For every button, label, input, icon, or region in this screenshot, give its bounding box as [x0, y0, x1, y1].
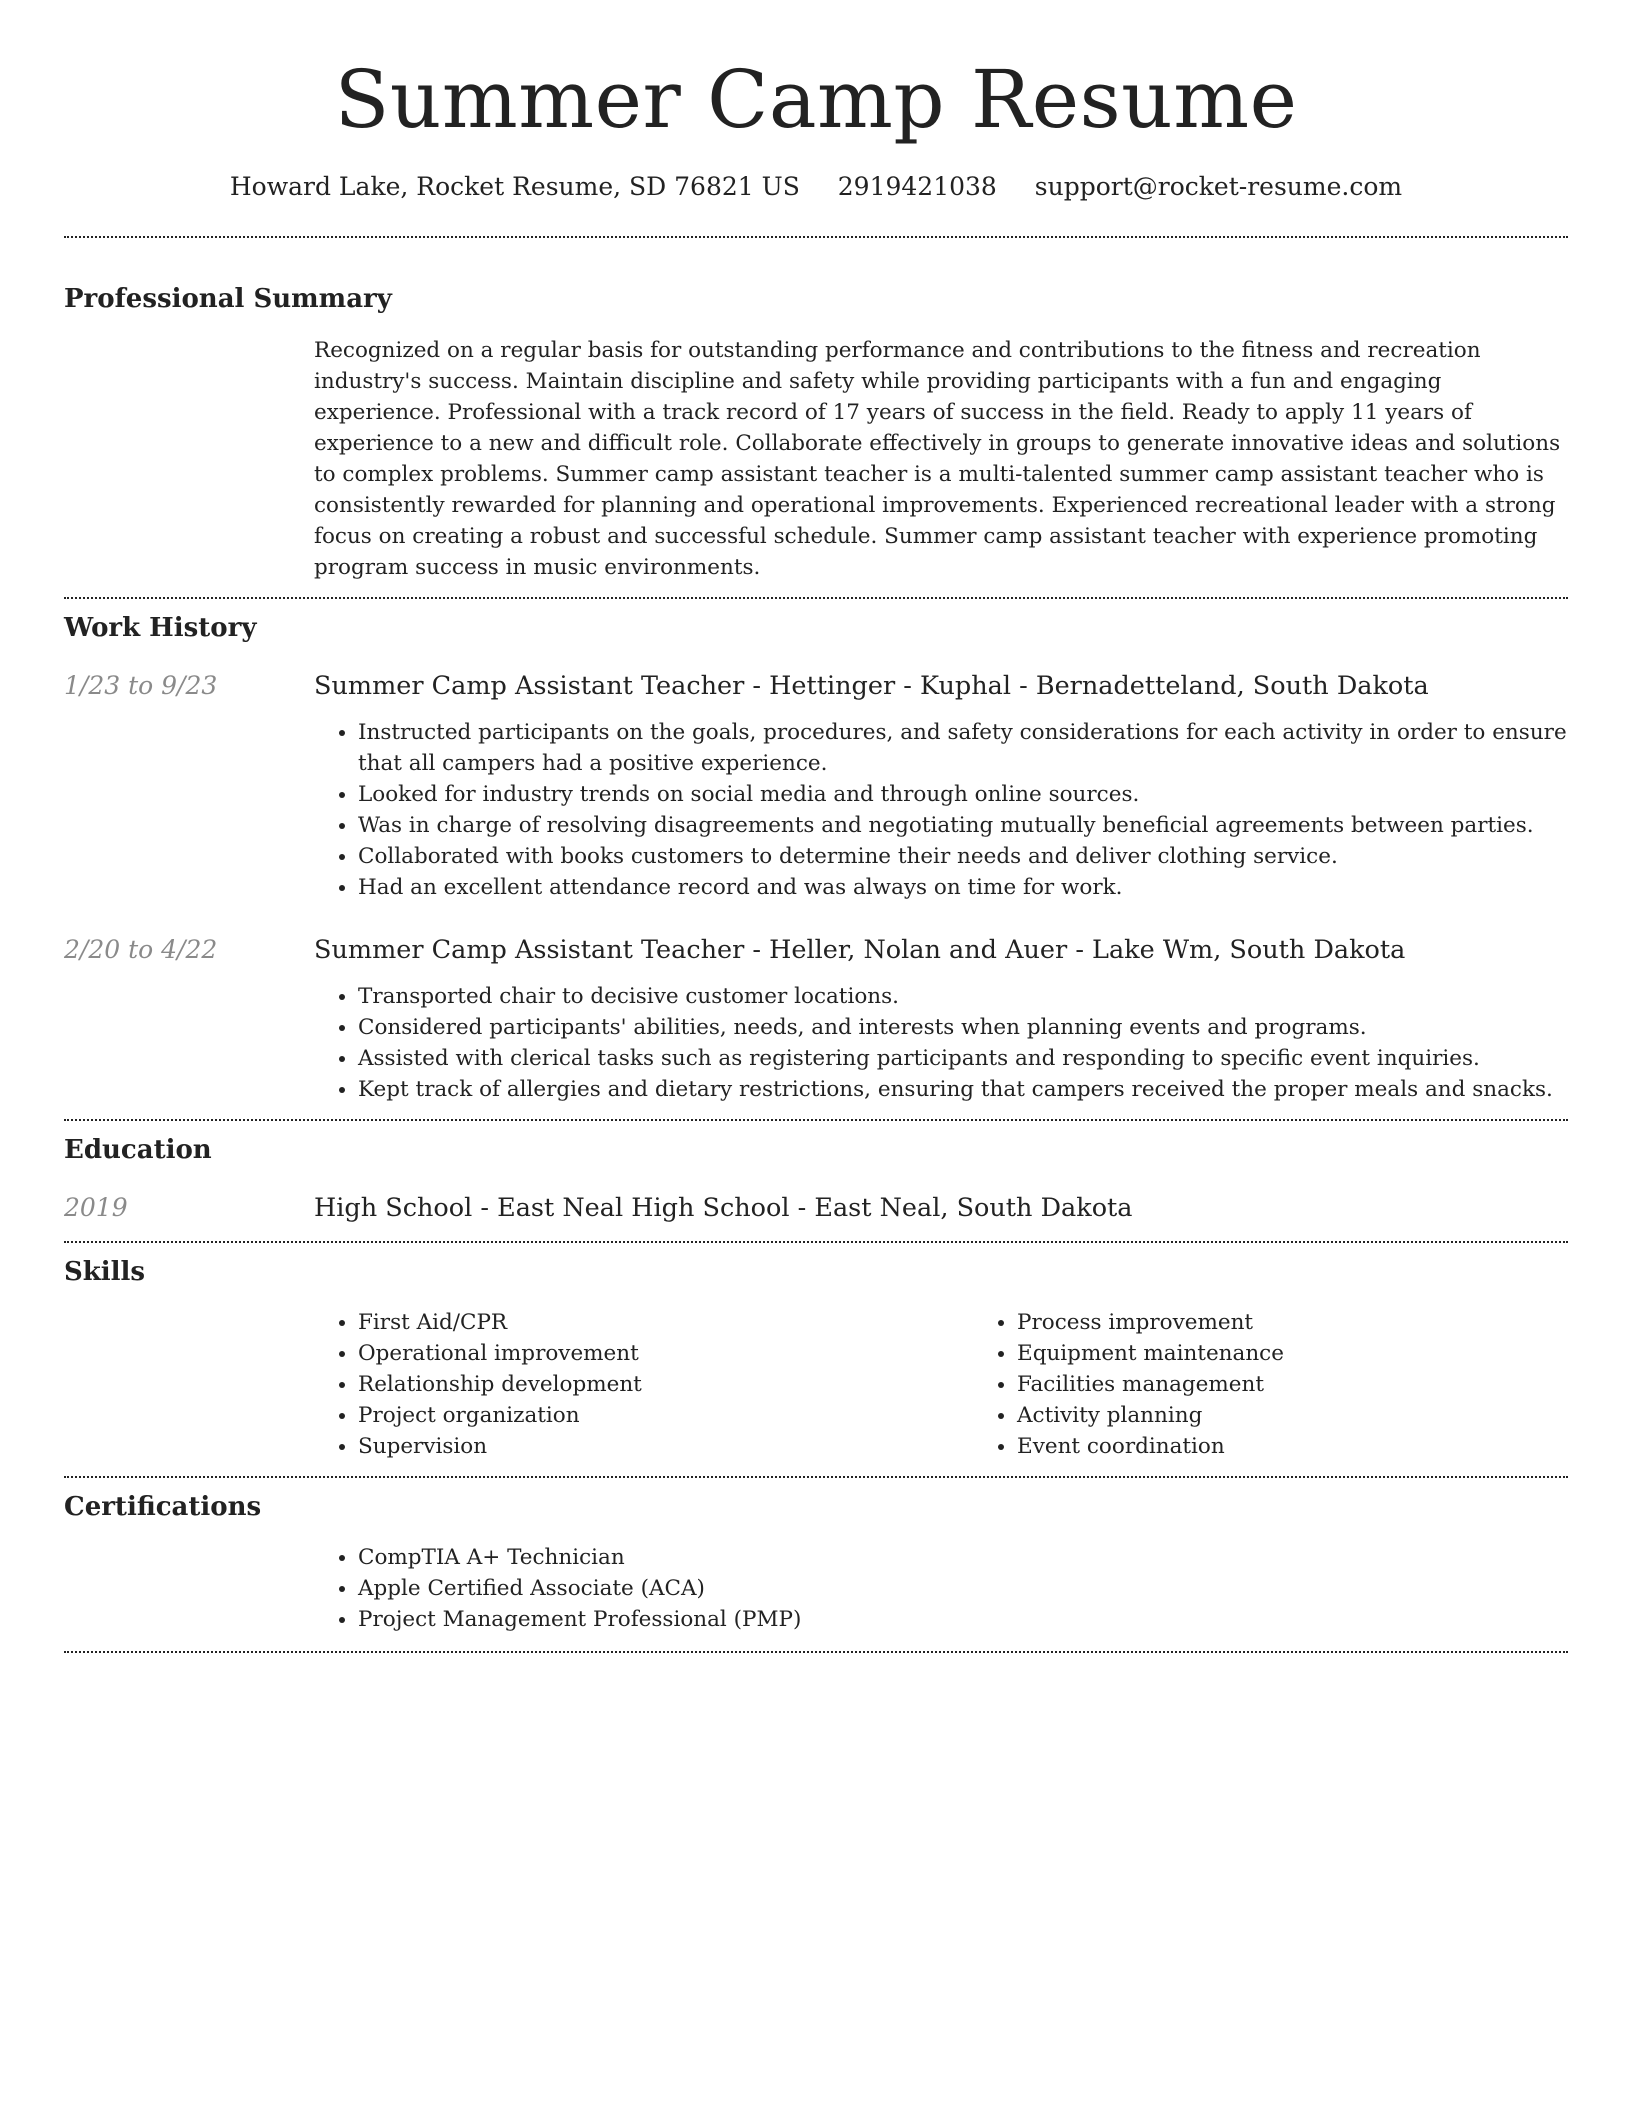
- summary-section: [64, 238, 1568, 597]
- skills-list-left: [314, 1307, 973, 1462]
- section-heading-work: Work History: [64, 613, 257, 643]
- certifications-section: [64, 1478, 1568, 1651]
- list-item: • Transported chair to decisive customer locations.: [358, 981, 1568, 1012]
- list-item: • Relationship development: [358, 1369, 973, 1400]
- list-item: • Project Management Professional (PMP): [358, 1604, 1568, 1635]
- job-entry: [64, 669, 1568, 903]
- contact-email: support@rocket-resume.com: [1034, 172, 1403, 201]
- contact-line: [64, 170, 1568, 204]
- section-heading-skills: Skills: [64, 1257, 146, 1287]
- list-item: • First Aid/CPR: [358, 1307, 973, 1338]
- contact-phone: 2919421038: [837, 172, 997, 201]
- skills-grid: [314, 1307, 1632, 1462]
- education-section: [64, 1121, 1568, 1241]
- list-item: • Collaborated with books customers to determine their needs and deliver clothing service.: [358, 841, 1568, 872]
- list-item: • Considered participants' abilities, needs, and interests when planning events and programs.: [358, 1012, 1568, 1043]
- section-heading-education: Education: [64, 1135, 212, 1165]
- list-item: • Kept track of allergies and dietary restrictions, ensuring that campers received the proper meals and snacks.: [358, 1074, 1568, 1105]
- skills-list-right: [973, 1307, 1632, 1462]
- job-entry: [64, 933, 1568, 1105]
- education-detail: High School - East Neal High School - East Neal, South Dakota: [314, 1193, 1133, 1223]
- list-item: • Process improvement: [1017, 1307, 1632, 1338]
- summary-text: Recognized on a regular basis for outstanding performance and contributions to the fitness and recreation industry's success. Maintain discipline and safety while providing participants with a fun and engaging experience. Professional with a track record of 17 years of success in the field. Ready to apply 11 years of experience to a new and difficult role. Collaborate effectively in groups to generate innovative ideas and solutions to complex problems. Summer camp assistant teacher is a multi-talented summer camp assistant teacher who is consistently rewarded for planning and operational improvements. Experienced recreational leader with a strong focus on creating a robust and successful schedule. Summer camp assistant teacher with experience promoting program success in music environments.: [314, 338, 1561, 580]
- list-item: • Assisted with clerical tasks such as registering participants and responding to specific event inquiries.: [358, 1043, 1568, 1074]
- list-item: • Apple Certified Associate (ACA): [358, 1573, 1568, 1604]
- list-item: • Equipment maintenance: [1017, 1338, 1632, 1369]
- skills-section: [64, 1243, 1568, 1476]
- resume-page: [64, 0, 1568, 1653]
- list-item: • Supervision: [358, 1431, 973, 1462]
- list-item: • CompTIA A+ Technician: [358, 1542, 1568, 1573]
- list-item: • Instructed participants on the goals, procedures, and safety considerations for each activity in order to ensure that all campers had a positive experience.: [358, 717, 1568, 779]
- certifications-list: [314, 1542, 1568, 1635]
- divider: [64, 1651, 1568, 1653]
- resume-title: Summer Camp Resume: [334, 53, 1298, 146]
- education-entry: [64, 1191, 1568, 1225]
- list-item: • Activity planning: [1017, 1400, 1632, 1431]
- list-item: • Had an excellent attendance record and was always on time for work.: [358, 872, 1568, 903]
- section-heading-certifications: Certifications: [64, 1492, 262, 1522]
- contact-address: Howard Lake, Rocket Resume, SD 76821 US: [229, 172, 800, 201]
- list-item: • Event coordination: [1017, 1431, 1632, 1462]
- list-item: • Project organization: [358, 1400, 973, 1431]
- list-item: • Was in charge of resolving disagreements and negotiating mutually beneficial agreements between parties.: [358, 810, 1568, 841]
- job-title: Summer Camp Assistant Teacher - Heller, Nolan and Auer - Lake Wm, South Dakota: [314, 935, 1406, 965]
- job-bullets: [314, 981, 1568, 1105]
- job-dates: 1/23 to 9/23: [64, 671, 218, 700]
- job-title: Summer Camp Assistant Teacher - Hettinger - Kuphal - Bernadetteland, South Dakota: [314, 671, 1429, 701]
- education-year: 2019: [64, 1193, 128, 1222]
- job-bullets: [314, 717, 1568, 903]
- list-item: • Looked for industry trends on social media and through online sources.: [358, 779, 1568, 810]
- list-item: • Facilities management: [1017, 1369, 1632, 1400]
- section-heading-summary: Professional Summary: [64, 284, 392, 314]
- work-history-section: [64, 599, 1568, 1119]
- job-dates: 2/20 to 4/22: [64, 935, 218, 964]
- list-item: • Operational improvement: [358, 1338, 973, 1369]
